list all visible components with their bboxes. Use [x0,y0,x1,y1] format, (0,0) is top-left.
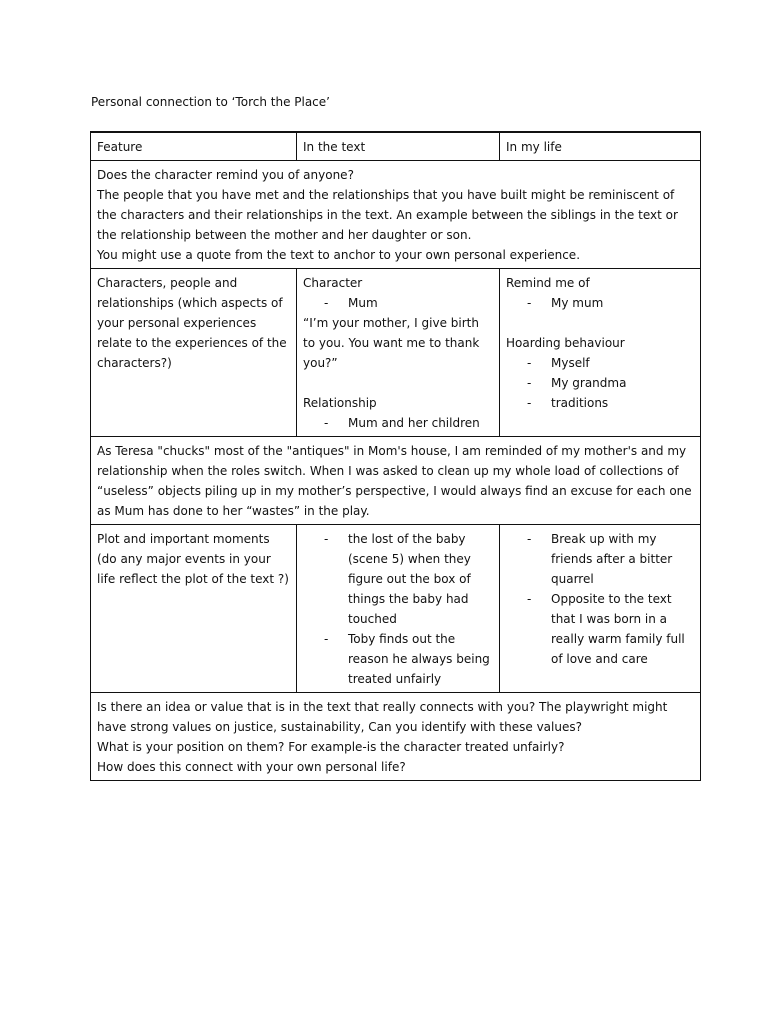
header-feature: Feature [91,132,297,161]
plot-feature-cell: Plot and important moments (do any major events in your life reflect the plot of the text ?) [91,525,297,693]
relationship-heading: Relationship [303,396,377,410]
response-row-characters [91,437,701,525]
characters-row [91,269,701,437]
header-in-the-text: In the text [297,132,500,161]
list-item: - My mum [506,293,695,313]
document-title: Personal connection to ‘Torch the Place’ [91,95,330,109]
response-cell-characters: As Teresa "chucks" most of the "antiques" in Mom's house, I am reminded of my mother's and my relationship when the roles switch. When I was asked to clean up my whole load of collections of “useless” objects piling up in my mother’s perspective, I would always find an excuse for each one as Mum has done to her “wastes” in the play. [91,437,701,525]
characters-in-text-cell [297,269,500,437]
hoarding-list [506,353,695,413]
prompt-line: Is there an idea or value that is in the text that really connects with you? The playwright might have strong values on justice, sustainability, Can you identify with these values? [97,700,668,734]
prompt-row-values [91,693,701,781]
character-list [303,293,494,313]
prompt-row-character [91,161,701,269]
hoarding-heading: Hoarding behaviour [506,336,625,350]
character-quote: “I’m your mother, I give birth to you. You want me to thank you?” [303,316,480,370]
list-item: - Mum and her children [303,413,494,433]
plot-in-life-cell [500,525,701,693]
plot-in-text-cell [297,525,500,693]
character-heading: Character [303,276,363,290]
remind-list [506,293,695,313]
prompt-cell-character [91,161,701,269]
prompt-line: What is your position on them? For example-is the character treated unfairly? [97,740,565,754]
prompt-line: You might use a quote from the text to anchor to your own personal experience. [97,248,581,262]
characters-feature-cell: Characters, people and relationships (which aspects of your personal experiences relate to the experiences of the characters?) [91,269,297,437]
worksheet-table [90,131,701,781]
list-item: - traditions [506,393,695,413]
header-in-my-life: In my life [500,132,701,161]
prompt-cell-values [91,693,701,781]
list-item: - the lost of the baby (scene 5) when they figure out the box of things the baby had touched [303,529,494,629]
remind-heading: Remind me of [506,276,590,290]
list-item: - My grandma [506,373,695,393]
characters-in-life-cell [500,269,701,437]
plot-life-list [506,529,695,669]
table-header-row [91,132,701,161]
list-item: - Break up with my friends after a bitter quarrel [506,529,695,589]
relationship-list [303,413,494,433]
prompt-line: The people that you have met and the relationships that you have built might be reminiscent of the characters and their relationships in the text. An example between the siblings in the text or the relationship between the mother and her daughter or son. [97,188,678,242]
spacer [303,373,494,393]
spacer [506,313,695,333]
list-item: - Myself [506,353,695,373]
plot-text-list [303,529,494,689]
list-item: - Opposite to the text that I was born in a really warm family full of love and care [506,589,695,669]
list-item: - Mum [303,293,494,313]
prompt-line: Does the character remind you of anyone? [97,168,354,182]
plot-row [91,525,701,693]
prompt-line: How does this connect with your own personal life? [97,760,406,774]
list-item: - Toby finds out the reason he always being treated unfairly [303,629,494,689]
